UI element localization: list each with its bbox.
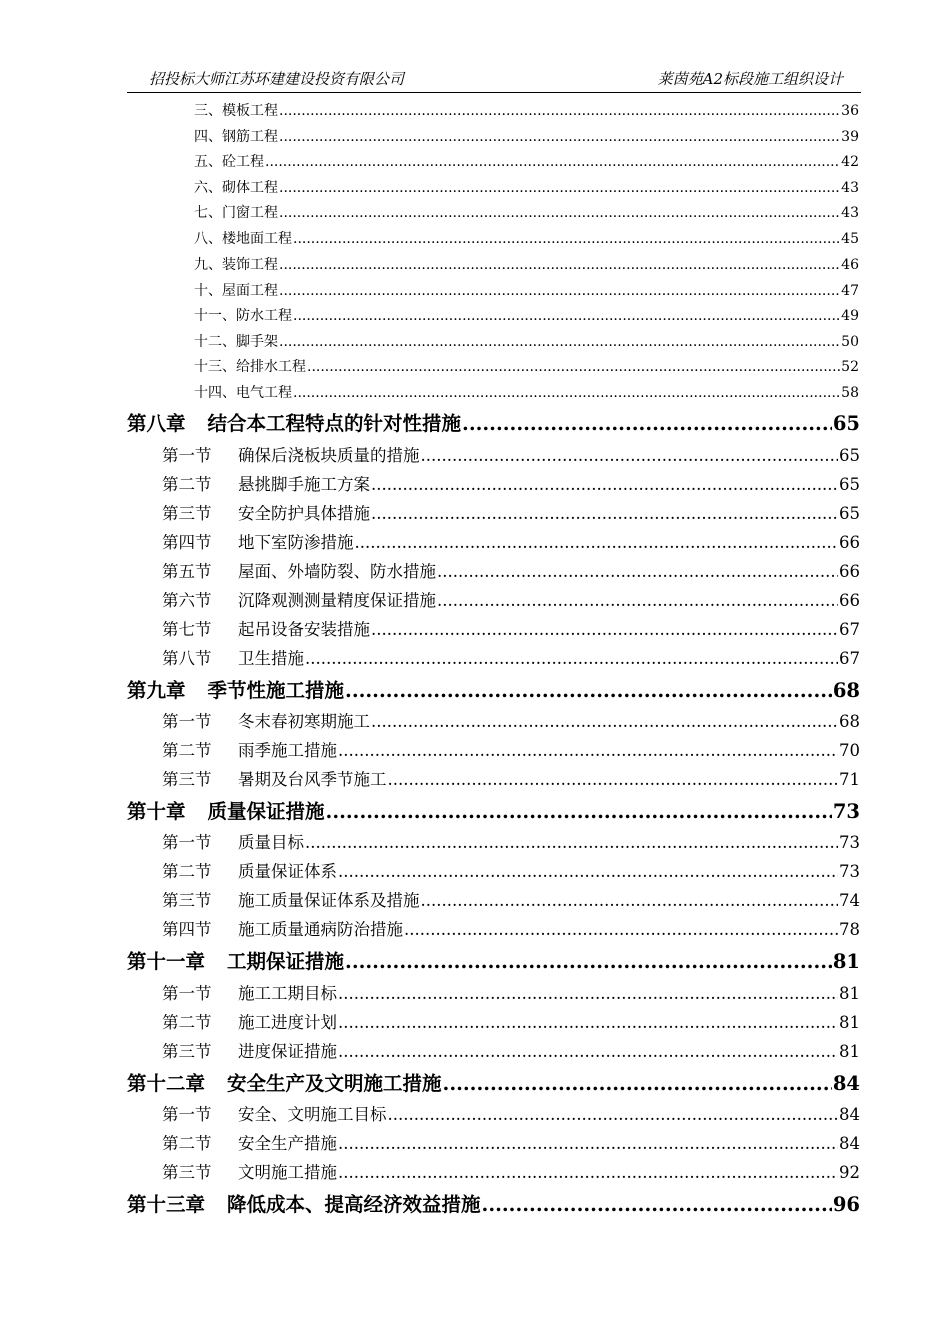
toc-page-number: 66 (839, 533, 860, 552)
toc-entry-chapter[interactable] (127, 675, 860, 703)
toc-entry-title (162, 829, 304, 853)
toc-entry-sub[interactable] (194, 356, 859, 376)
toc-entry-title (194, 280, 278, 300)
toc-entry-text: 安全、文明施工目标 (238, 1105, 387, 1124)
toc-page-number: 65 (839, 475, 860, 494)
toc-entry-text: 施工质量保证体系及措施 (238, 891, 420, 910)
toc-entry-number: 第二节 (162, 862, 212, 881)
toc-entry-number: 第四节 (162, 533, 212, 552)
toc-entry-section[interactable] (162, 616, 860, 640)
toc-entry-number: 第一节 (162, 1105, 212, 1124)
toc-page-number: 45 (841, 231, 859, 247)
toc-page-number: 68 (839, 712, 860, 731)
toc-dot-leader (437, 591, 838, 610)
toc-entry-number: 第九章 (127, 679, 186, 702)
toc-entry-text: 卫生措施 (238, 649, 304, 668)
toc-page-number: 84 (839, 1134, 860, 1153)
toc-entry-section[interactable] (162, 587, 860, 611)
toc-entry-title (162, 887, 420, 911)
toc-entry-text: 十二、脚手架 (194, 334, 278, 350)
toc-entry-text: 悬挑脚手施工方案 (238, 475, 370, 494)
toc-entry-title (194, 382, 292, 402)
toc-entry-sub[interactable] (194, 100, 859, 120)
toc-entry-section[interactable] (162, 1009, 860, 1033)
toc-entry-sub[interactable] (194, 177, 859, 197)
toc-entry-section[interactable] (162, 558, 860, 582)
toc-entry-section[interactable] (162, 858, 860, 882)
toc-dot-leader (338, 1163, 838, 1182)
toc-entry-section[interactable] (162, 1101, 860, 1125)
toc-dot-leader (293, 308, 840, 324)
toc-entry-section[interactable] (162, 829, 860, 853)
toc-entry-title (162, 645, 304, 669)
toc-entry-text: 季节性施工措施 (207, 679, 345, 702)
toc-entry-number: 第一节 (162, 984, 212, 1003)
toc-entry-title (162, 858, 337, 882)
toc-dot-leader (371, 620, 838, 639)
toc-entry-number: 第三节 (162, 770, 212, 789)
toc-entry-title (127, 946, 344, 974)
toc-entry-title (127, 1189, 481, 1217)
toc-entry-text: 沉降观测测量精度保证措施 (238, 591, 436, 610)
toc-dot-leader (371, 475, 838, 494)
toc-entry-text: 确保后浇板块质量的措施 (238, 446, 420, 465)
toc-entry-text: 七、门窗工程 (194, 205, 278, 221)
toc-entry-text: 安全生产措施 (238, 1134, 337, 1153)
toc-entry-number: 第二节 (162, 1013, 212, 1032)
toc-entry-text: 十三、给排水工程 (194, 359, 306, 375)
toc-entry-text: 六、砌体工程 (194, 180, 278, 196)
toc-entry-text: 结合本工程特点的针对性措施 (207, 412, 462, 435)
toc-entry-section[interactable] (162, 1130, 860, 1154)
toc-entry-title (194, 228, 292, 248)
toc-entry-text: 安全生产及文明施工措施 (227, 1072, 442, 1095)
toc-entry-title (162, 471, 370, 495)
toc-entry-chapter[interactable] (127, 796, 860, 824)
toc-page-number: 65 (839, 504, 860, 523)
toc-entry-text: 进度保证措施 (238, 1042, 337, 1061)
toc-entry-title (162, 1101, 387, 1125)
toc-entry-number: 第三节 (162, 891, 212, 910)
toc-dot-leader (482, 1193, 832, 1216)
toc-entry-title (162, 616, 370, 640)
toc-entry-sub[interactable] (194, 126, 859, 146)
toc-page-number: 96 (832, 1193, 860, 1216)
toc-entry-text: 十一、防水工程 (194, 308, 292, 324)
toc-dot-leader (279, 103, 840, 119)
toc-entry-text: 起吊设备安装措施 (238, 620, 370, 639)
toc-page-number: 43 (841, 180, 859, 196)
toc-entry-text: 九、装饰工程 (194, 257, 278, 273)
toc-entry-number: 第八节 (162, 649, 212, 668)
toc-entry-title (162, 708, 370, 732)
toc-page-number: 68 (832, 679, 860, 702)
toc-entry-text: 屋面、外墙防裂、防水措施 (238, 562, 436, 581)
header-company: 招投标大师江苏环建建设投资有限公司 (149, 70, 405, 88)
toc-entry-text: 冬末春初寒期施工 (238, 712, 370, 731)
toc-entry-chapter[interactable] (127, 1068, 860, 1096)
toc-page-number: 78 (839, 920, 860, 939)
toc-entry-number: 第十章 (127, 800, 186, 823)
toc-page-number: 66 (839, 591, 860, 610)
toc-entry-section[interactable] (162, 1038, 860, 1062)
toc-entry-title (194, 254, 278, 274)
toc-entry-text: 降低成本、提高经济效益措施 (227, 1193, 481, 1216)
toc-entry-title (162, 500, 370, 524)
toc-entry-number: 第五节 (162, 562, 212, 581)
toc-dot-leader (279, 205, 840, 221)
toc-entry-title (162, 737, 337, 761)
toc-entry-title (127, 408, 461, 436)
toc-dot-leader (279, 129, 840, 145)
toc-entry-number: 第十三章 (127, 1193, 206, 1216)
toc-page-number: 67 (839, 620, 860, 639)
toc-entry-title (162, 916, 403, 940)
toc-entry-number: 第二节 (162, 475, 212, 494)
toc-dot-leader (355, 533, 839, 552)
toc-dot-leader (462, 412, 832, 435)
toc-dot-leader (437, 562, 838, 581)
toc-entry-text: 四、钢筋工程 (194, 129, 278, 145)
toc-dot-leader (293, 231, 840, 247)
toc-entry-title (162, 1159, 337, 1183)
header-project-title: 莱茵苑A2标段施工组织设计 (657, 70, 843, 88)
toc-page-number: 92 (839, 1163, 860, 1182)
toc-dot-leader (443, 1072, 832, 1095)
toc-dot-leader (293, 385, 840, 401)
toc-page-number: 73 (832, 800, 860, 823)
toc-entry-section[interactable] (162, 887, 860, 911)
toc-entry-section[interactable] (162, 916, 860, 940)
toc-entry-sub[interactable] (194, 305, 859, 325)
toc-entry-number: 第一节 (162, 833, 212, 852)
toc-entry-text: 施工工期目标 (238, 984, 337, 1003)
toc-entry-text: 施工进度计划 (238, 1013, 337, 1032)
toc-entry-text: 地下室防渗措施 (238, 533, 354, 552)
toc-entry-chapter[interactable] (127, 408, 860, 436)
toc-page-number: 36 (841, 103, 859, 119)
toc-entry-title (162, 1009, 337, 1033)
toc-page-number: 46 (841, 257, 859, 273)
toc-entry-title (162, 442, 420, 466)
toc-dot-leader (421, 446, 839, 465)
toc-entry-text: 质量目标 (238, 833, 304, 852)
toc-entry-title (127, 796, 325, 824)
toc-page-number: 84 (832, 1072, 860, 1095)
toc-page-number: 67 (839, 649, 860, 668)
toc-page-number: 81 (839, 1013, 860, 1032)
toc-entry-section[interactable] (162, 442, 860, 466)
toc-entry-number: 第一节 (162, 712, 212, 731)
toc-entry-section[interactable] (162, 529, 860, 553)
toc-entry-text: 五、砼工程 (194, 154, 264, 170)
toc-page-number: 39 (841, 129, 859, 145)
toc-entry-text: 文明施工措施 (238, 1163, 337, 1182)
toc-entry-title (194, 151, 264, 171)
toc-entry-sub[interactable] (194, 331, 859, 351)
toc-page-number: 52 (841, 359, 859, 375)
toc-entry-sub[interactable] (194, 280, 859, 300)
toc-entry-title (194, 305, 292, 325)
toc-dot-leader (305, 833, 838, 852)
toc-dot-leader (307, 359, 840, 375)
toc-dot-leader (388, 1105, 839, 1124)
toc-page-number: 70 (839, 741, 860, 760)
toc-page-number: 50 (841, 334, 859, 350)
toc-entry-text: 安全防护具体措施 (238, 504, 370, 523)
toc-entry-number: 第六节 (162, 591, 212, 610)
toc-page-number: 81 (839, 984, 860, 1003)
page-header (127, 66, 861, 93)
toc-entry-chapter[interactable] (127, 946, 860, 974)
toc-entry-sub[interactable] (194, 382, 859, 402)
toc-entry-number: 第三节 (162, 504, 212, 523)
toc-entry-title (194, 356, 306, 376)
toc-page-number: 71 (839, 770, 860, 789)
toc-entry-section[interactable] (162, 766, 860, 790)
toc-entry-text: 工期保证措施 (227, 950, 345, 973)
toc-entry-number: 第十一章 (127, 950, 206, 973)
toc-page-number: 49 (841, 308, 859, 324)
toc-entry-number: 第三节 (162, 1042, 212, 1061)
toc-dot-leader (305, 649, 838, 668)
toc-entry-text: 八、楼地面工程 (194, 231, 292, 247)
toc-page-number: 81 (832, 950, 860, 973)
toc-entry-section[interactable] (162, 471, 860, 495)
toc-entry-title (162, 980, 337, 1004)
toc-entry-number: 第三节 (162, 1163, 212, 1182)
toc-entry-title (162, 766, 387, 790)
toc-entry-text: 暑期及台风季节施工 (238, 770, 387, 789)
toc-dot-leader (371, 712, 838, 731)
toc-dot-leader (404, 920, 838, 939)
toc-entry-title (162, 1038, 337, 1062)
toc-dot-leader (338, 862, 838, 881)
toc-entry-number: 第十二章 (127, 1072, 206, 1095)
toc-dot-leader (279, 257, 840, 273)
toc-entry-title (162, 558, 436, 582)
toc-entry-text: 施工质量通病防治措施 (238, 920, 403, 939)
toc-entry-sub[interactable] (194, 202, 859, 222)
toc-entry-title (127, 1068, 442, 1096)
toc-entry-title (127, 675, 344, 703)
toc-entry-title (162, 587, 436, 611)
toc-entry-title (162, 1130, 337, 1154)
toc-dot-leader (345, 679, 832, 702)
toc-page-number: 42 (841, 154, 859, 170)
toc-dot-leader (279, 283, 840, 299)
toc-entry-title (194, 202, 278, 222)
toc-dot-leader (388, 770, 839, 789)
toc-dot-leader (345, 950, 832, 973)
toc-entry-chapter[interactable] (127, 1189, 860, 1217)
toc-entry-section[interactable] (162, 737, 860, 761)
toc-page-number: 65 (832, 412, 860, 435)
toc-entry-title (194, 177, 278, 197)
toc-entry-number: 第一节 (162, 446, 212, 465)
toc-entry-section[interactable] (162, 708, 860, 732)
toc-page-number: 74 (839, 891, 860, 910)
toc-page-number: 84 (839, 1105, 860, 1124)
toc-page-number: 66 (839, 562, 860, 581)
toc-dot-leader (338, 1013, 838, 1032)
toc-entry-text: 质量保证措施 (207, 800, 325, 823)
toc-page-number: 65 (839, 446, 860, 465)
toc-dot-leader (265, 154, 840, 170)
toc-dot-leader (326, 800, 832, 823)
toc-entry-section[interactable] (162, 1159, 860, 1183)
toc-entry-sub[interactable] (194, 151, 859, 171)
toc-dot-leader (279, 334, 840, 350)
toc-page-number: 81 (839, 1042, 860, 1061)
toc-dot-leader (371, 504, 838, 523)
toc-entry-sub[interactable] (194, 228, 859, 248)
toc-dot-leader (421, 891, 839, 910)
toc-entry-number: 第四节 (162, 920, 212, 939)
toc-entry-text: 三、模板工程 (194, 103, 278, 119)
toc-page-number: 58 (841, 385, 859, 401)
toc-dot-leader (338, 984, 838, 1003)
toc-entry-text: 十四、电气工程 (194, 385, 292, 401)
toc-entry-section[interactable] (162, 980, 860, 1004)
toc-page-number: 43 (841, 205, 859, 221)
toc-entry-text: 雨季施工措施 (238, 741, 337, 760)
toc-dot-leader (338, 1042, 838, 1061)
toc-entry-number: 第七节 (162, 620, 212, 639)
toc-entry-sub[interactable] (194, 254, 859, 274)
toc-entry-title (194, 126, 278, 146)
toc-entry-title (194, 100, 278, 120)
toc-entry-number: 第二节 (162, 741, 212, 760)
toc-entry-title (194, 331, 278, 351)
toc-page-number: 73 (839, 862, 860, 881)
toc-entry-text: 十、屋面工程 (194, 283, 278, 299)
toc-dot-leader (338, 741, 838, 760)
toc-dot-leader (279, 180, 840, 196)
toc-page-number: 73 (839, 833, 860, 852)
toc-dot-leader (338, 1134, 838, 1153)
toc-entry-text: 质量保证体系 (238, 862, 337, 881)
toc-entry-title (162, 529, 354, 553)
toc-entry-section[interactable] (162, 645, 860, 669)
toc-entry-number: 第二节 (162, 1134, 212, 1153)
toc-entry-number: 第八章 (127, 412, 186, 435)
toc-entry-section[interactable] (162, 500, 860, 524)
toc-page-number: 47 (841, 283, 859, 299)
